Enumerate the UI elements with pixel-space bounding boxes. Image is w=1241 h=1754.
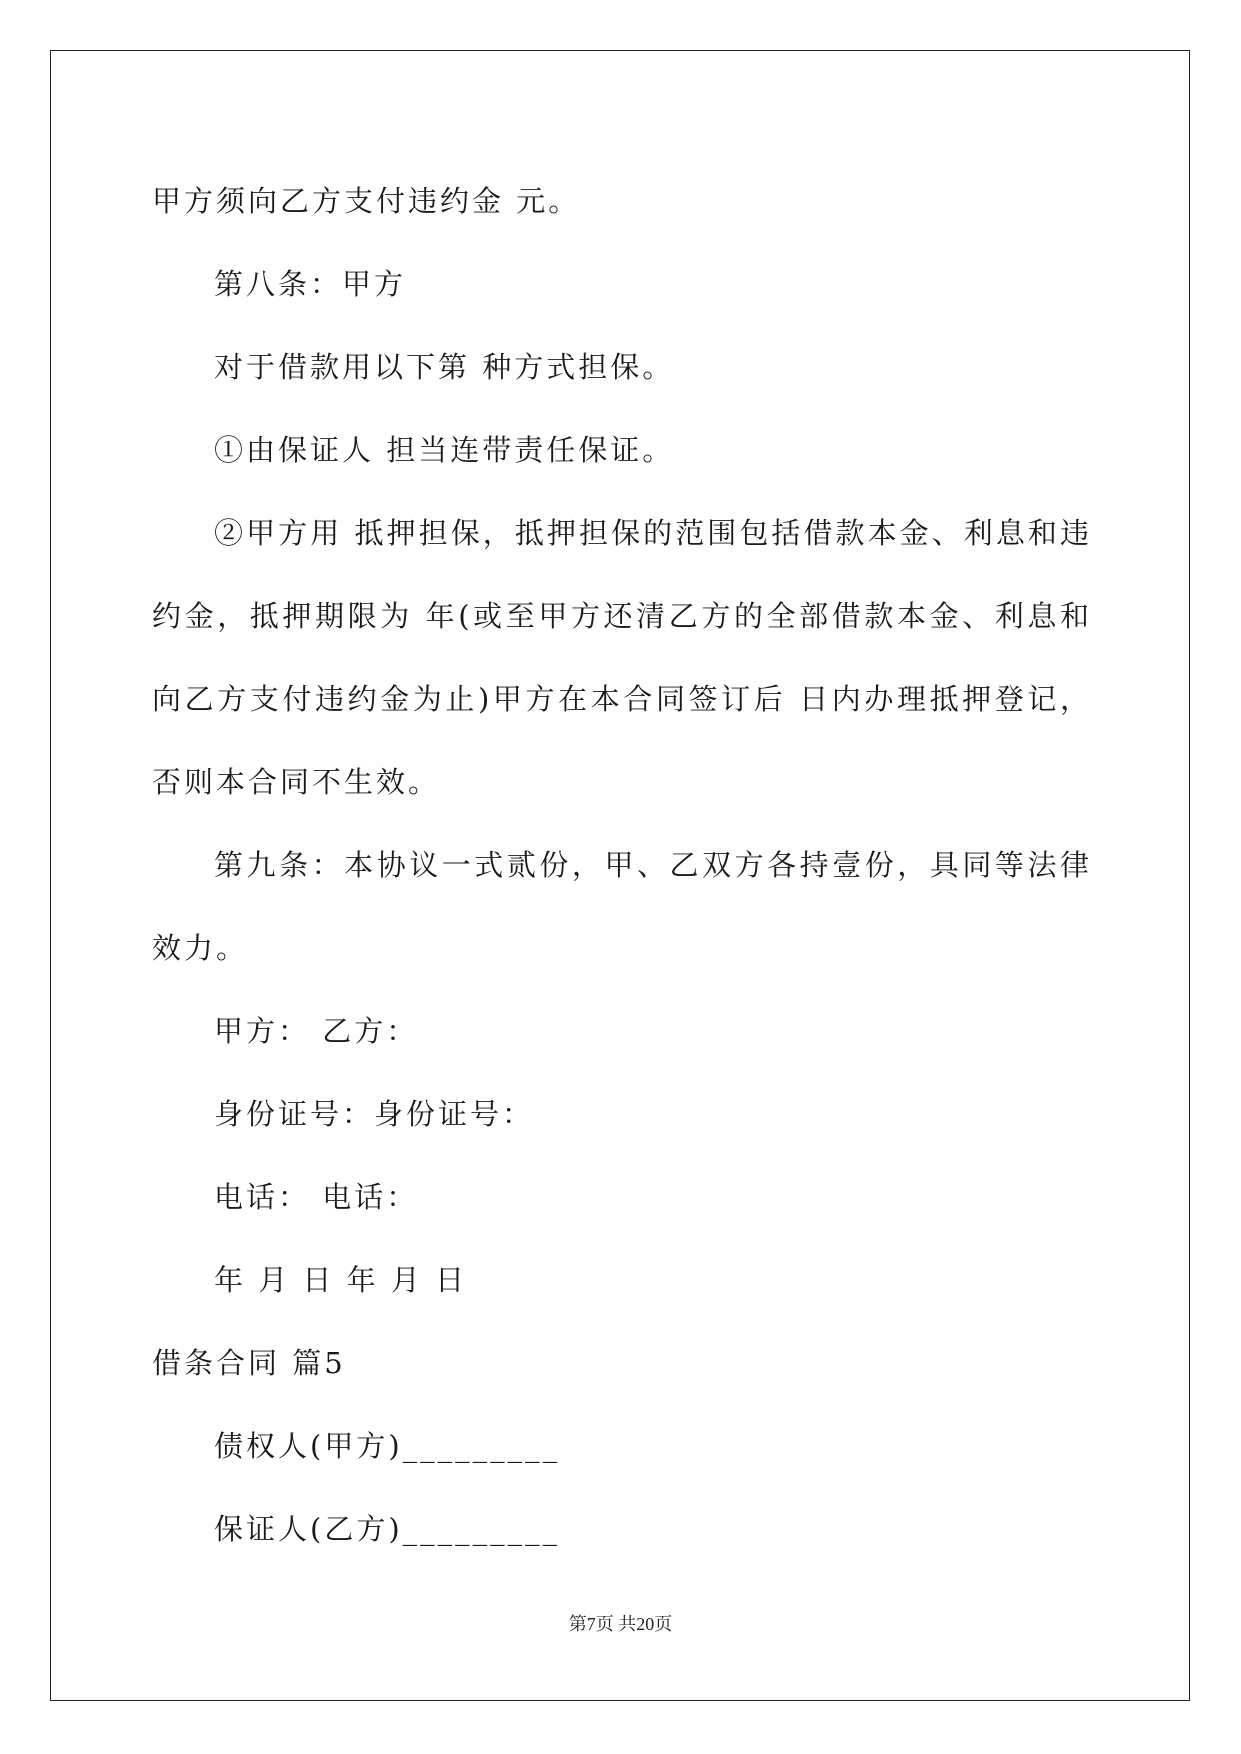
signature-line: 电话： 电话： bbox=[214, 1180, 419, 1214]
signature-line: 身份证号：身份证号： bbox=[214, 1097, 535, 1131]
paragraph: 甲方须向乙方支付违约金 元。 bbox=[152, 184, 581, 218]
paragraph: ①由保证人 担当连带责任保证。 bbox=[214, 433, 675, 467]
signature-line: 甲方： 乙方： bbox=[214, 1014, 419, 1048]
section-title: 借条合同 篇5 bbox=[152, 1346, 346, 1380]
date-line: 年 月 日 年 月 日 bbox=[214, 1263, 468, 1297]
paragraph: 第九条：本协议一式贰份，甲、乙双方各持壹份，具同等法律效力。 bbox=[152, 848, 1092, 965]
page-number: 第7页 共20页 bbox=[568, 1614, 673, 1634]
paragraph: 对于借款用以下第 种方式担保。 bbox=[214, 350, 675, 384]
party-line: 保证人(乙方)_________ bbox=[214, 1512, 561, 1546]
paragraph: ②甲方用 抵押担保，抵押担保的范围包括借款本金、利息和违约金，抵押期限为 年(或至甲方还清乙方的全部借款本金、利息和向乙方支付违约金为止)甲方在本合同签订后 日内办理抵押登记，否则本合同不生效。 bbox=[152, 516, 1092, 799]
article-heading: 第八条：甲方 bbox=[214, 267, 407, 301]
document-body bbox=[152, 160, 1092, 1571]
party-line: 债权人(甲方)_________ bbox=[214, 1429, 561, 1463]
